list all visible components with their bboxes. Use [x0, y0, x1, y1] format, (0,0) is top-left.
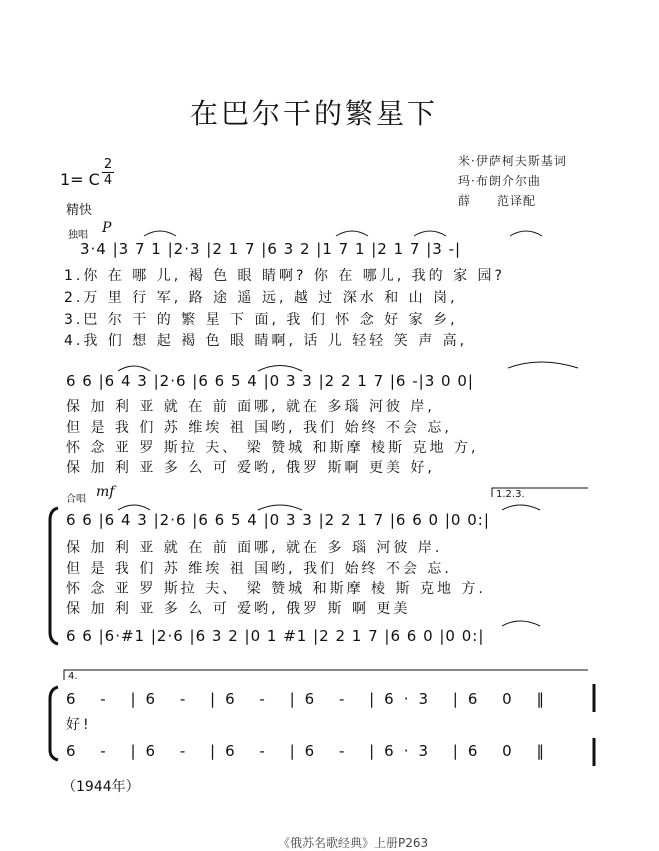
- section-label-solo: 独唱: [68, 230, 88, 241]
- composition-year: （1944年）: [62, 779, 140, 795]
- time-signature-bottom: 4: [103, 173, 113, 188]
- volta-label: 1.2.3.: [496, 489, 525, 500]
- dynamic-mf: mf: [96, 484, 115, 500]
- notes-system-1: 3·4 |3 7 1 |2·3 |2 1 7 |6 3 2 |1 7 1 |2 1 7 |3 -|: [80, 240, 462, 258]
- lyric-line: 2.万 里 行 军, 路 途 遥 远, 越 过 深水 和 山 岗,: [64, 290, 458, 306]
- time-signature: [102, 158, 114, 187]
- page-title: 在巴尔干的繁星下: [190, 97, 439, 130]
- lyric-line: 3.巴 尔 干 的 繁 星 下 面, 我 们 怀 念 好 家 乡,: [64, 312, 458, 328]
- composer-credit: 玛·布朗介尔曲: [458, 174, 541, 188]
- lyric-line: 怀 念 亚 罗 斯拉 夫、 梁 赞城 和斯摩 棱斯 克地 方,: [66, 440, 479, 456]
- section-label-chorus: 合唱: [66, 494, 86, 505]
- lyric-line: 但 是 我 们 苏 维埃 祖 国哟, 我们 始终 不会 忘.: [66, 561, 452, 577]
- notes-system-2: 6 6 |6 4 3 |2·6 |6 6 5 4 |0 3 3 |2 2 1 7 |6 -|3 0 0|: [66, 372, 474, 390]
- notes-system-3-upper: 6 6 |6 4 3 |2·6 |6 6 5 4 |0 3 3 |2 2 1 7 |6 6 0 |0 0:|: [66, 511, 490, 529]
- lyric-line: 保 加 利 亚 多 么 可 爱哟, 俄罗 斯啊 更美 好,: [66, 460, 435, 476]
- lyric-line: 怀 念 亚 罗 斯拉 夫、 梁 赞城 和斯摩 棱 斯 克地 方.: [66, 581, 486, 597]
- dynamic-p: P: [102, 220, 112, 236]
- lyric-line: 4.我 们 想 起 褐 色 眼 睛啊, 话 儿 轻轻 笑 声 高,: [64, 333, 468, 349]
- notes-system-4-upper: 6 - |6 - |6 - |6 - |6·3 |6 0 ‖: [66, 690, 554, 708]
- lyric-line: 1.你 在 哪 儿, 褐 色 眼 睛啊? 你 在 哪儿, 我的 家 园?: [64, 268, 505, 284]
- lyric-line: 保 加 利 亚 多 么 可 爱哟, 俄罗 斯 啊 更美: [66, 601, 411, 617]
- lyric-line: 保 加 利 亚 就 在 前 面哪, 就在 多瑙 河彼 岸,: [66, 399, 435, 415]
- source-citation: 《俄苏名歌经典》上册P263: [278, 836, 429, 850]
- lyricist-credit: 米·伊萨柯夫斯基词: [458, 154, 567, 168]
- lyric-line: 好!: [66, 717, 92, 733]
- tempo-marking: 精快: [66, 203, 93, 218]
- translator-credit: 薛 范译配: [458, 194, 537, 208]
- volta-label: 4.: [68, 671, 78, 682]
- time-signature-top: 2: [103, 157, 113, 172]
- key-signature: 1= C: [60, 170, 100, 189]
- notes-system-4-lower: 6 - |6 - |6 - |6 - |6·3 |6 0 ‖: [66, 742, 554, 760]
- lyric-line: 保 加 利 亚 就 在 前 面哪, 就在 多 瑙 河彼 岸.: [66, 540, 443, 556]
- lyric-line: 但 是 我 们 苏 维埃 祖 国哟, 我们 始终 不会 忘,: [66, 420, 452, 436]
- notes-system-3-lower: 6 6 |6·#1 |2·6 |6 3 2 |0 1 #1 |2 2 1 7 |6 6 0 |0 0:|: [66, 627, 485, 645]
